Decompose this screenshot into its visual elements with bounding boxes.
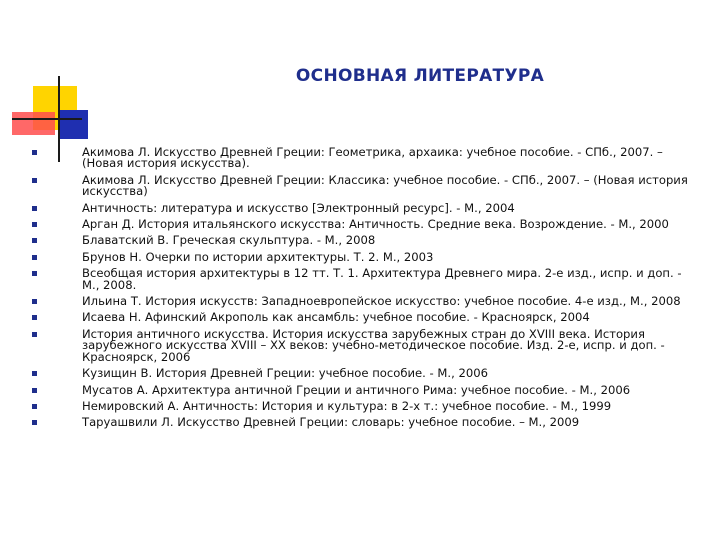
bibliography-list — [30, 147, 702, 434]
list-item-text: Акимова Л. Искусство Древней Греции: Классика: учебное пособие. - СПб., 2007. – (Новая история искусства) — [82, 172, 688, 199]
bullet-icon — [32, 371, 37, 376]
list-item — [30, 326, 702, 364]
list-item — [30, 417, 702, 428]
list-item-text: Всеобщая история архитектуры в 12 тт. Т. 1. Архитектура Древнего мира. 2-е изд., испр. и доп. - М., 2008. — [82, 266, 682, 292]
bullet-icon — [32, 299, 37, 304]
list-item — [30, 368, 702, 379]
bullet-icon — [32, 255, 37, 260]
list-item — [30, 312, 702, 323]
list-item — [30, 398, 702, 413]
list-item-text: Кузищин В. История Древней Греции: учебное пособие. - М., 2006 — [82, 366, 488, 381]
list-item-text: Античность: литература и искусство [Электронный ресурс]. - М., 2004 — [82, 200, 515, 215]
list-item-text: Брунов Н. Очерки по истории архитектуры. Т. 2. М., 2003 — [82, 249, 434, 264]
list-item — [30, 382, 702, 397]
list-item-text: Блаватский В. Греческая скульптура. - М., 2008 — [82, 233, 376, 248]
list-item — [30, 200, 702, 215]
bullet-icon — [32, 206, 37, 211]
decorative-horizontal-line — [12, 118, 82, 120]
bullet-icon — [32, 388, 37, 393]
bullet-icon — [32, 178, 37, 183]
list-item — [30, 268, 702, 291]
list-item-text: Таруашвили Л. Искусство Древней Греции: словарь: учебное пособие. – М., 2009 — [82, 415, 580, 430]
list-item — [30, 147, 702, 170]
list-item-text: Акимова Л. Искусство Древней Греции: Геометрика, архаика: учебное пособие. - СПб., 2007. – (Новая история искусства). — [82, 145, 663, 171]
decorative-red-rectangle — [12, 112, 55, 135]
bullet-icon — [32, 150, 37, 155]
list-item — [30, 172, 702, 199]
bullet-icon — [32, 420, 37, 425]
page-title: ОСНОВНАЯ ЛИТЕРАТУРА — [295, 66, 545, 86]
list-item-text: Арган Д. История итальянского искусства: Античность. Средние века. Возрождение. - М., 2000 — [82, 217, 669, 232]
list-item — [30, 296, 702, 307]
bullet-icon — [32, 238, 37, 243]
list-item-text: Немировский А. Античность: История и культура: в 2-х т.: учебное пособие. - М., 1999 — [82, 398, 612, 413]
list-item-text: Мусатов А. Архитектура античной Греции и античного Рима: учебное пособие. - М., 2006 — [82, 382, 631, 397]
bullet-icon — [32, 222, 37, 227]
list-item-text: История античного искусства. История искусства зарубежных стран до XVIII века. История зарубежного искусства XVIII – XX веков: учебно-методическое пособие. Изд. 2-е, испр. и доп. - Красноярск, 2006 — [82, 326, 665, 364]
list-item-text: Исаева Н. Афинский Акрополь как ансамбль: учебное пособие. - Красноярск, 2004 — [82, 310, 590, 325]
decorative-blue-square — [59, 110, 88, 139]
bullet-icon — [32, 271, 37, 276]
list-item — [30, 219, 702, 230]
list-item-text: Ильина Т. История искусств: Западноевропейское искусство: учебное пособие. 4-е изд., М., 2008 — [82, 294, 681, 309]
bullet-icon — [32, 404, 37, 409]
bullet-icon — [32, 332, 37, 337]
list-item — [30, 249, 702, 264]
bullet-icon — [32, 315, 37, 320]
list-item — [30, 235, 702, 246]
